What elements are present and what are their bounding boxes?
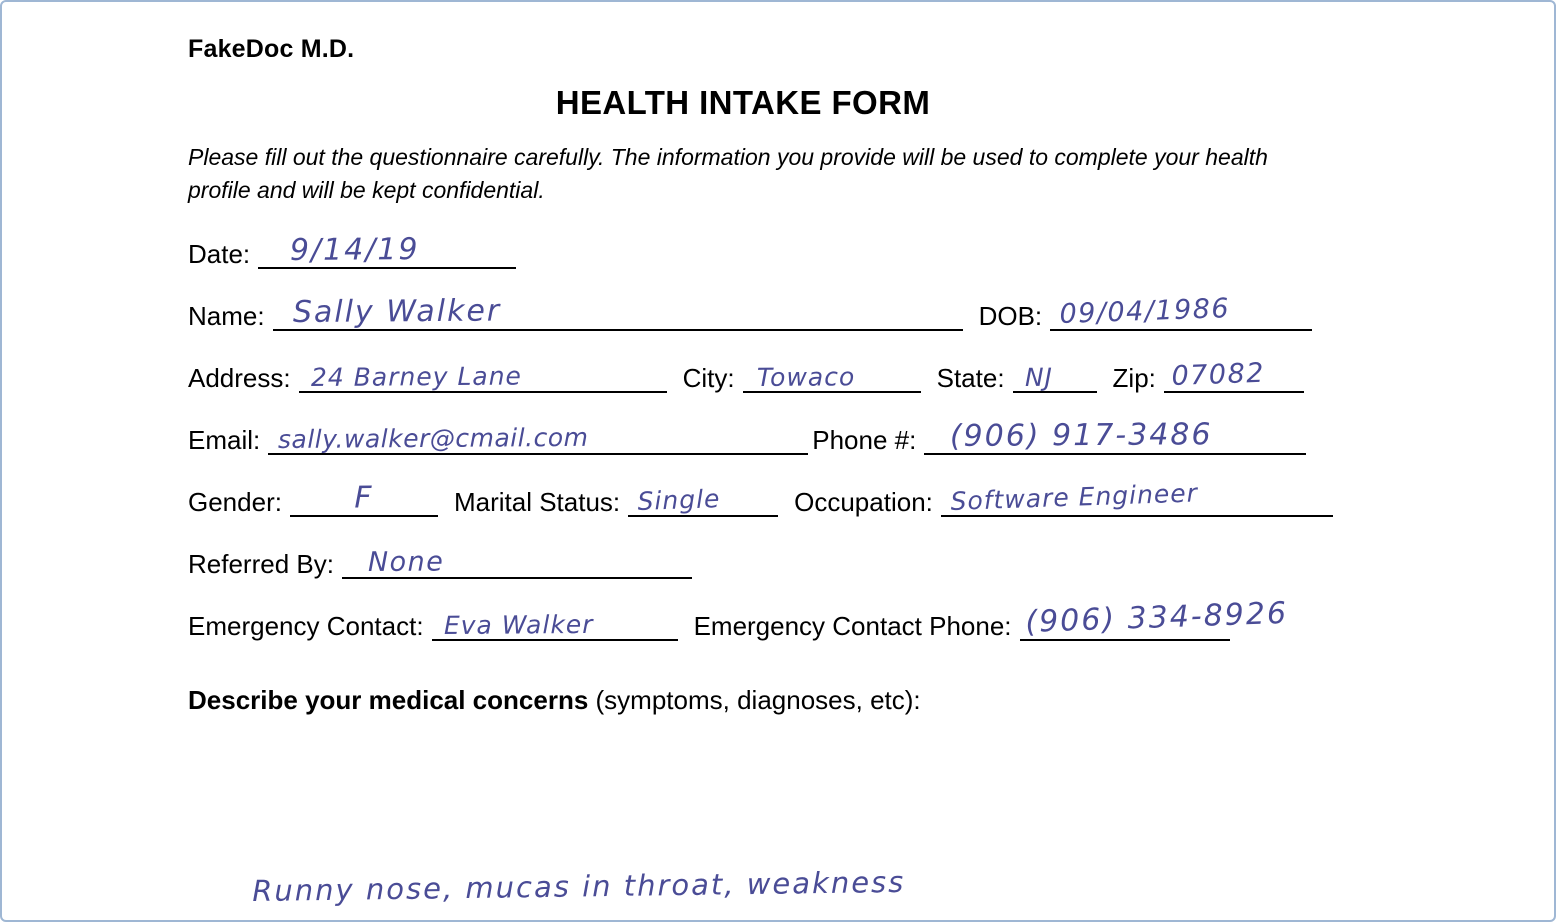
marital-status-input[interactable]	[628, 481, 778, 517]
phone-input[interactable]	[924, 419, 1306, 455]
email-row	[188, 419, 1488, 455]
gender-value: F	[354, 480, 374, 516]
gender-input[interactable]	[290, 481, 438, 517]
email-input[interactable]	[268, 419, 808, 455]
emergency-contact-label: Emergency Contact:	[188, 611, 424, 642]
date-label: Date:	[188, 239, 251, 270]
emergency-contact-phone-label: Emergency Contact Phone:	[693, 611, 1012, 642]
address-label: Address:	[188, 363, 291, 394]
city-value: Towaco	[756, 362, 855, 393]
name-value: Sally Walker	[292, 293, 501, 331]
occupation-label: Occupation:	[794, 487, 933, 518]
state-input[interactable]	[1013, 357, 1097, 393]
email-label: Email:	[188, 425, 261, 456]
city-input[interactable]	[743, 357, 921, 393]
emergency-contact-value: Eva Walker	[443, 610, 594, 641]
name-row	[188, 295, 1488, 331]
marital-status-value: Single	[637, 484, 722, 517]
email-value: sally.walker@cmail.com	[278, 423, 589, 455]
emergency-contact-phone-input[interactable]	[1020, 596, 1289, 641]
zip-label: Zip:	[1112, 363, 1156, 394]
gender-row	[188, 478, 1488, 518]
medical-concerns-heading	[188, 685, 1488, 716]
zip-value: 07082	[1170, 357, 1266, 393]
referred-by-row	[188, 543, 1488, 579]
state-value: NJ	[1024, 362, 1053, 393]
phone-label: Phone #:	[812, 425, 917, 456]
state-label: State:	[936, 363, 1005, 394]
emergency-contact-phone-value: (906) 334-8926	[1024, 596, 1289, 641]
emergency-contact-input[interactable]	[432, 605, 678, 641]
medical-concerns-heading-bold: Describe your medical concerns	[188, 685, 589, 716]
name-label: Name:	[188, 301, 265, 332]
address-input[interactable]	[299, 357, 667, 393]
date-value: 9/14/19	[289, 232, 420, 269]
referred-by-value: None	[367, 546, 445, 579]
dob-label: DOB:	[978, 301, 1043, 332]
city-label: City:	[682, 363, 735, 394]
marital-status-label: Marital Status:	[453, 487, 621, 518]
zip-input[interactable]	[1164, 357, 1304, 393]
emergency-contact-row	[188, 596, 1488, 642]
address-value: 24 Barney Lane	[310, 361, 522, 393]
doctor-name: FakeDoc M.D.	[188, 35, 355, 63]
name-input[interactable]	[273, 295, 963, 331]
occupation-value: Software Engineer	[949, 478, 1199, 517]
address-row	[188, 357, 1488, 393]
medical-concerns-heading-rest: (symptoms, diagnoses, etc):	[588, 685, 921, 716]
medical-concerns-value: Runny nose, mucas in throat, weakness	[252, 864, 906, 908]
phone-value: (906) 917-3486	[950, 417, 1213, 455]
referred-by-input[interactable]	[342, 543, 692, 579]
referred-by-label: Referred By:	[188, 549, 334, 580]
dob-input[interactable]	[1050, 295, 1312, 331]
form-sheet	[188, 36, 1488, 716]
date-row	[188, 233, 1488, 269]
instructions-text: Please fill out the questionnaire carefully. The information you provide will be used to complete your health profile and will be kept confidential.	[188, 143, 1268, 203]
occupation-input[interactable]	[941, 478, 1333, 517]
date-input[interactable]	[258, 233, 516, 269]
gender-label: Gender:	[188, 487, 282, 518]
dob-value: 09/04/1986	[1059, 293, 1231, 331]
page-title: HEALTH INTAKE FORM	[555, 83, 931, 121]
